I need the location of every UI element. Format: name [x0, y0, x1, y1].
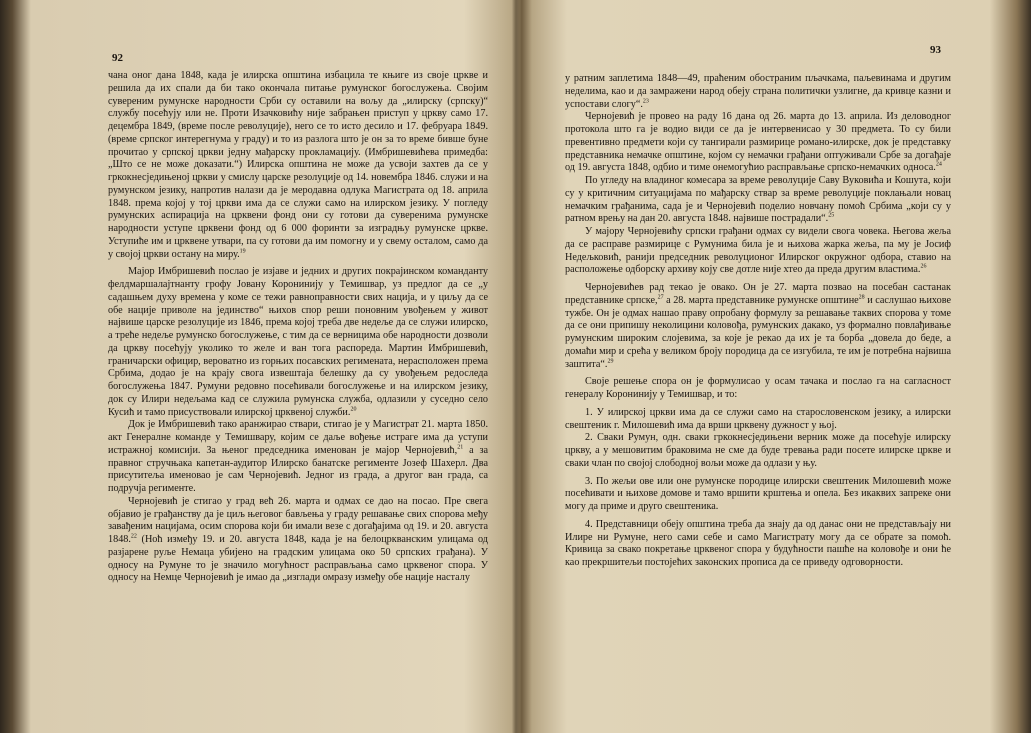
- paragraph: Чернојевић је провео на раду 16 дана од 26. марта до 13. априла. Из деловодног протокола што га је водио види се да је интервенисао у 30 предмета. То су били превентивно предмети који су тангирали размирице романо-илирске, док је представку представника немачке општине, којом су немачки грађани оптуживали Србе за догађаје од 19. августа 1848, одбио и тиме онемогућио расправљање српско-немачких односа.$^{24}$: [565, 111, 951, 174]
- footnote-ref: 25: [828, 212, 835, 219]
- paragraph: у ратним заплетима 1848—49, праћеним обостраним пљачкама, паљевинама и другим неделима, као и да замражени народ обеју страна политички узлигне, да кривце казни и успостави слогу“.$^{23}$: [565, 73, 951, 110]
- footnote-ref: 21: [457, 444, 464, 451]
- footnote-ref: 19: [239, 248, 246, 255]
- list-item: 4. Представници обеју општина треба да знају да од данас они не представљају ни Илире ни Румуне, него сами себе и само Магистрату могу да се обрате за помоћ. Кривица за свако покретање црквеног спора у будућности пашће на коловође и они ће као прекршитељи постојећих законских прописа да се приведу одговорности.: [565, 518, 951, 568]
- page-number-right: 93: [930, 44, 941, 56]
- right-page: [515, 0, 1031, 733]
- paragraph: Чернојевићев рад текао је овако. Он је 27. марта позвао на посебан састанак представнике српске,$^{27}$ а 28. марта представнике румунске општине$^{28}$ и саслушао њихове тужбе. Он је одмах нашао праву опробану формулу за решавање таквих спорова у томе да се они припишу неколицини коловођа, румунских дакако, уз формално повлађивање румунским широким слојевима, за које је рекао да их је та борба „довела до беде, а домаћи мир и срећа у великом броју породица да се изгубила, те им је потребна највиша заштита“.$^{29}$: [565, 282, 951, 370]
- paragraph: Своје решење спора он је формулисао у осам тачака и послао га на сагласност генералу Коронинију у Темишвар, и то:: [565, 376, 951, 400]
- footnote-ref: 24: [935, 161, 942, 168]
- footnote-ref: 27: [657, 294, 664, 301]
- paragraph: Мајор Имбришевић послао је изјаве и једних и других покрајинском команданту фелдмаршалајтнанту грофу Јовану Коронинију у Темишвар, уз предлог да се „у садашњем духу времена у коме се тежи равноправности свих нација, и у циљу да се обе нације приволе на јединство“ њихов спор реши поновним увођењем у живот највише царске резолуције из 1846, према којој треба две недеље да се служи илирско, а треће недеље румунско богослужење, с тим да се верницима обе народности дозволи да цркву посећују уколико то желе и ван тога распореда. Мартин Имбришевић, граничарски официр, вероватно из горњих посавских регимената, нерасположен према Србима, додао је на крају свога извештаја белешку да су увођењем редоследа богослужења 1847. Румуни редовно посећивали богослужење и на илирском језику, док су Илири недељама кад се служила румунска служба, одлазили у суседно село Кусић и тамо присуствовали илирској црквеној служби.$^{20}$: [108, 266, 488, 418]
- paragraph: У мајору Чернојевићу српски грађани одмах су видели свога човека. Његова жеља да се расправе размирице с Румунима била је и њихова жарка жеља, па му је Јосиф Недељковић, ранији председник револуционог Илирског окружног одбора, ставио на расположење одборску архиву коју све дотле није хтео да преда другим властима.$^{26}$: [565, 226, 951, 276]
- footnote-ref: 28: [858, 294, 865, 301]
- footnote-ref: 22: [130, 533, 137, 540]
- list-item: 3. По жељи ове или оне румунске породице илирски свештеник Милошевић може посећивати и њихове домове и тамо вршити крштења и опела. Без икаквих запреке они могу да приме и друго свештеника.: [565, 475, 951, 512]
- left-page: [0, 0, 515, 733]
- footnote-ref: 23: [642, 98, 649, 105]
- footnote-ref: 20: [350, 406, 357, 413]
- list-item: 2. Сваки Румун, одн. сваки гркокнесједињени верник може да посећује илирску цркву, а у мешовитим браковима не сме да буде тревања ради посете илирске цркве и сваки члан по својој слободној вољи може да одлази у њу.: [565, 432, 951, 469]
- paragraph: Док је Имбришевић тако аранжирао ствари, стигао је у Магистрат 21. марта 1850. акт Генералне команде у Темишвару, којим се даље вођење истраге има да уступи истражној комисији. За њеног председника именован је мајор Чернојевић,$^{21}$ а за правног стручњака капетан-аудитор Илирско банатске регименте Јозеф Шахерл. Два присутитеља именовао је сам Чернојевић. Једног из града, а другог ван града, са подручја регименте.: [108, 419, 488, 494]
- list-item: 1. У илирској цркви има да се служи само на старословенском језику, а илирски свештеник г. Милошевић има да врши црквену дужност у њој.: [565, 406, 951, 431]
- left-page-text: [108, 70, 488, 585]
- paragraph: Чернојевић је стигао у град већ 26. марта и одмах се дао на посао. Пре свега објавио је грађанству да је циљ његовог бављења у граду решавање свих спорова међу завађеним нацијама, осим спорова који би имали везе с догађајима од 19. и 20. августа 1848.22 (Ноћ између 19. и 20. августа 1848, када је на белоцркванским улицама од разјарене руље Немаца убијено на градским улицама око 50 српских грађана). У односу на Румуне то је значило могућност расправљања само црквеног спора. У односу на Немце Чернојевић је имао да „изглади омразу између обе нације насталу: [108, 495, 488, 584]
- right-page-text: [565, 73, 951, 570]
- page-number-left: 92: [112, 52, 123, 64]
- footnote-ref: 26: [920, 263, 927, 270]
- footnote-ref: 29: [607, 358, 614, 365]
- paragraph: чана оног дана 1848, када је илирска општина избацила те књиге из своје цркве и решила да их спали да би тако окончала питање румунског богослужења. Својим сувереним румунске народности Срби су оставили на вољу да „илирску (српску)“ службу посећују или не. Проти Изачковићу није забрањен приступ у цркву само 17. децембра 1849, (време после револуције), него се то исто десило и 17. фебруара 1849. (време српског интерегнума у граду) и то из разлога што је он за то време бивше буне прочитао у српској цркви једну мађарску прокламацију. (Имбришевићева примедба: „Што се не може доказати.“) Илирска општина не може да усвоји захтев да се у гркокнесједињеној цркви у смислу царске резолуције од 14. новембра 1846. служи и на румунском језику, напротив налази да је меродавна одлука Магистрата од 18. априла 1848. према којој у тој цркви има да се служи само на илирском језику. У погледу румунских аспирација на црквени фонд они су готови да суверенима румунске народности уступе црквени фонд од 6 000 форинти за изградњу румунске цркве. Уступиће им и црквене утвари, па су готови да им помогну и у свему осталом, само да у својој цркви остану на миру.$^{19}$: [108, 70, 488, 260]
- paragraph: По угледу на владиног комесара за време револуције Саву Вуковића и Кошута, који су у критичним ситуацијама по мађарску ствар за време револуције поклањали новац немачким грађанима, сада је и Чернојевић поделио новчану помоћ Србима „који су у ратном врењу на дан 20. августа 1848. највише пострадали“.$^{25}$: [565, 175, 951, 225]
